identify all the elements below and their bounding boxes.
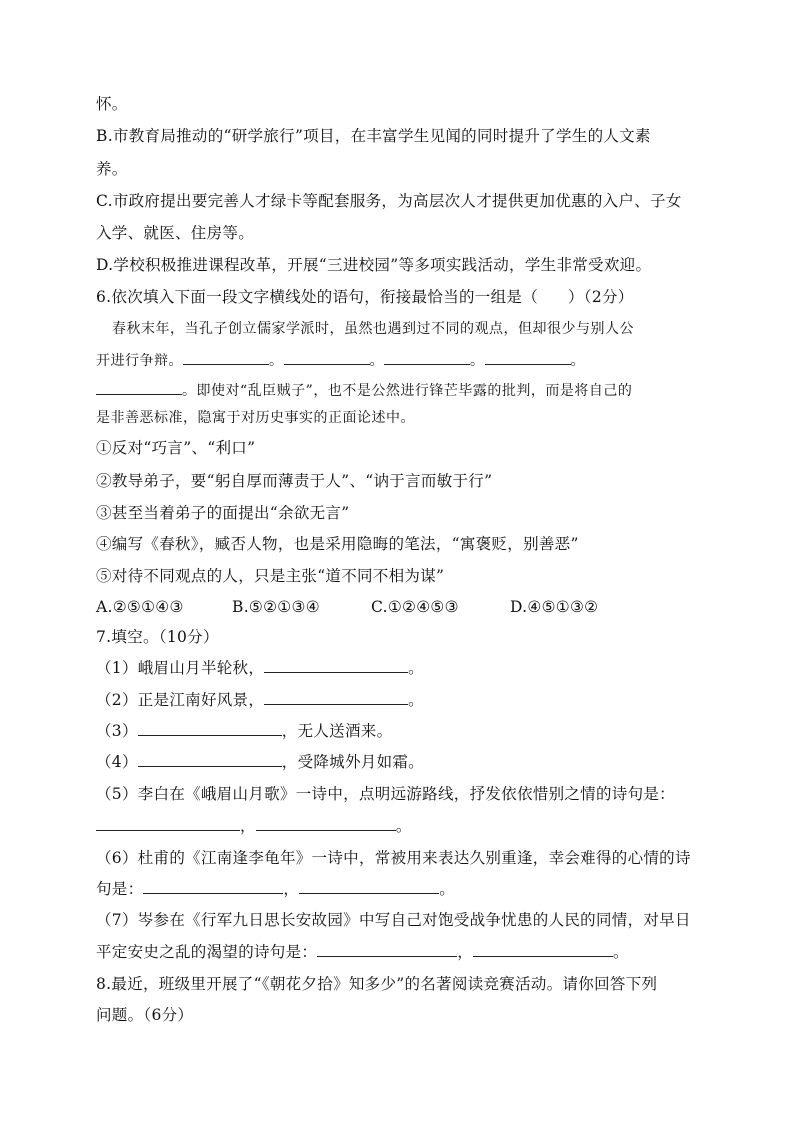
statement-3: ③甚至当着弟子的面提出“余欲无言” (96, 504, 350, 522)
passage-line: 。即使对“乱臣贼子”，也不是公然进行锋芒毕露的批判，而是将自己的 (96, 379, 632, 402)
question-8: 8.最近，班级里开展了“《朝花夕拾》知多少”的名著阅读竞赛活动。请你回答下列 (96, 975, 658, 993)
statement-1: ①反对“巧言”、“利口” (96, 439, 256, 457)
passage-line: 春秋末年，当孔子创立儒家学派时，虽然也遇到过不同的观点，但却很少与别人公 (112, 321, 634, 337)
fill-4: （4） ，受降城外月如霜。 (96, 753, 424, 771)
fill-5-answer: ， 。 (96, 815, 412, 837)
fill-blank[interactable] (138, 720, 282, 736)
fill-3: （3） ，无人送酒来。 (96, 722, 393, 740)
statement-2: ②教导弟子，要“躬自厚而薄责于人”、“讷于言而敏于行” (96, 472, 493, 490)
option-b-line: B.市教育局推动的“研学旅行”项目，在丰富学生见闻的同时提升了学生的人文素 (96, 127, 651, 145)
choice-d[interactable]: D.④⑤①③② (510, 598, 599, 616)
blank-4[interactable] (485, 349, 571, 365)
text-line: 养。 (96, 160, 128, 178)
fill-6: （6）杜甫的《江南逢李龟年》一诗中，常被用来表达久别重逢，幸会难得的心情的诗 (96, 849, 691, 867)
question-8: 问题。（6分） (96, 1006, 194, 1024)
blank-1[interactable] (183, 349, 269, 365)
fill-blank[interactable] (299, 878, 439, 894)
choice-a[interactable]: A.②⑤①④③ (96, 598, 184, 616)
question-7: 7.填空。（10分） (96, 628, 219, 646)
fill-blank[interactable] (256, 815, 396, 831)
fill-5: （5）李白在《峨眉山月歌》一诗中，点明远游路线，抒发依依惜别之情的诗句是： (96, 785, 675, 803)
fill-blank[interactable] (143, 878, 283, 894)
fill-2: （2）正是江南好风景， 。 (96, 691, 424, 709)
statement-5: ⑤对待不同观点的人，只是主张“道不同不相为谋” (96, 567, 445, 585)
fill-blank[interactable] (138, 751, 282, 767)
statement-4: ④编写《春秋》，臧否人物，也是采用隐晦的笔法，“寓褒贬，别善恶” (96, 535, 579, 553)
blank-2[interactable] (284, 349, 370, 365)
option-c-line: C.市政府提出要完善人才绿卡等配套服务，为高层次人才提供更加优惠的入户、子女 (96, 192, 682, 210)
fill-blank[interactable] (96, 815, 240, 831)
fill-blank[interactable] (473, 941, 613, 957)
fill-1: （1）峨眉山月半轮秋， 。 (96, 659, 424, 677)
fill-blank[interactable] (317, 941, 457, 957)
fill-blank[interactable] (264, 657, 408, 673)
passage-line: 开进行争辩。 。 。 。 。 (96, 349, 585, 372)
option-d-line: D.学校积极推进课程改革，开展“三进校园”等多项实践活动，学生非常受欢迎。 (96, 256, 652, 274)
blank-3[interactable] (384, 349, 470, 365)
fill-7: （7）岑参在《行军九日思长安故园》中写自己对饱受战争忧患的人民的同情，对早日 (96, 911, 691, 929)
text-line: 怀。 (96, 95, 128, 113)
fill-blank[interactable] (264, 689, 408, 705)
question-6: 6.依次填入下面一段文字横线处的语句，衔接最恰当的一组是（ ）（2分） (96, 288, 634, 306)
text-line: 入学、就医、住房等。 (96, 224, 255, 242)
fill-7-answer: 平定安史之乱的渴望的诗句是： ， 。 (96, 943, 629, 961)
passage-line: 是非善恶标准，隐寓于对历史事实的正面论述中。 (96, 410, 415, 426)
choice-b[interactable]: B.⑤②①③④ (232, 598, 320, 616)
blank-5[interactable] (96, 379, 182, 395)
choice-c[interactable]: C.①②④⑤③ (371, 598, 459, 616)
fill-6-answer: 句是： ， 。 (96, 880, 456, 898)
